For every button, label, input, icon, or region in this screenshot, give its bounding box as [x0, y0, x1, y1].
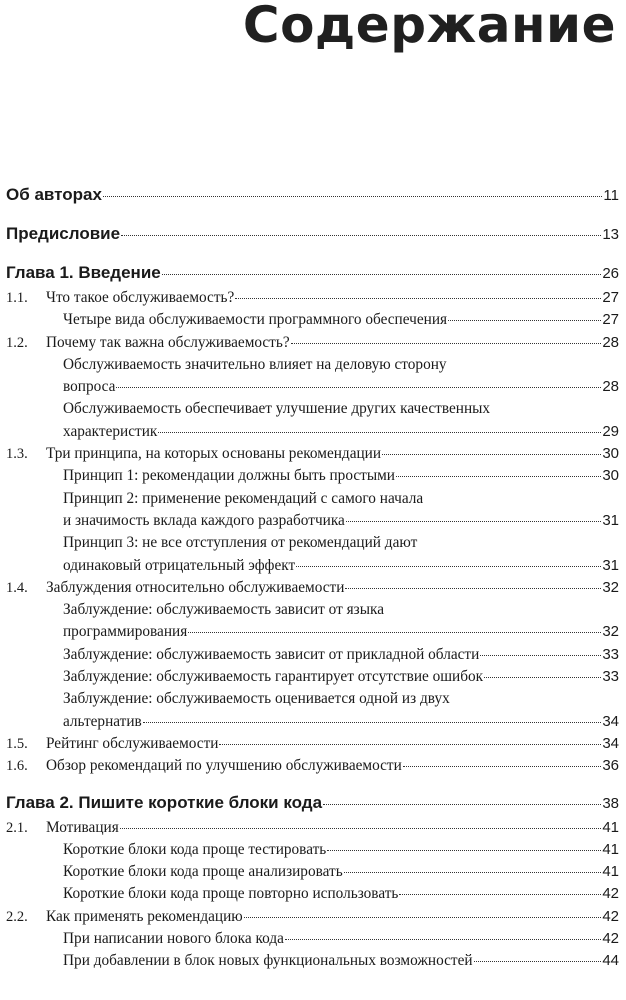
- page-number: 31: [602, 511, 619, 529]
- toc-chapter-entry: [6, 259, 619, 287]
- entry-title: Принцип 2: применение рекомендаций с самого начала: [63, 489, 424, 507]
- entry-title: Принцип 1: рекомендации должны быть простыми: [63, 467, 395, 485]
- page-number: 38: [602, 794, 619, 812]
- toc-section-entry: [6, 666, 619, 688]
- dot-leader: [296, 566, 601, 567]
- toc-chapter-entry: [6, 789, 619, 817]
- dot-leader: [158, 432, 601, 433]
- toc-section-entry: [6, 906, 619, 928]
- entry-title: Что такое обслуживаемость?: [46, 289, 235, 306]
- dot-leader: [484, 677, 601, 678]
- entry-title: Рейтинг обслуживаемости: [46, 734, 219, 752]
- toc-section-entry: [6, 599, 619, 644]
- page-number: 11: [603, 187, 619, 204]
- entry-title: альтернатив: [63, 712, 142, 730]
- page-number: 41: [602, 840, 619, 858]
- toc-section-entry: [6, 688, 619, 733]
- toc-section-entry: [6, 354, 619, 399]
- dot-leader: [327, 850, 601, 851]
- entry-title: Короткие блоки кода проще тестировать: [63, 840, 327, 858]
- page-number: 42: [602, 907, 619, 925]
- entry-title: Заблуждения относительно обслуживаемости: [46, 578, 345, 596]
- dot-leader: [103, 196, 603, 197]
- entry-title: программирования: [63, 623, 188, 641]
- toc-section-entry: [6, 839, 619, 861]
- entry-title: Обзор рекомендаций по улучшению обслуживаемости: [46, 757, 402, 775]
- toc-section-entry: [6, 332, 619, 354]
- dot-leader: [345, 588, 601, 589]
- entry-number: 1.3.: [6, 446, 28, 463]
- entry-title: характеристик: [63, 422, 158, 440]
- page-number: 42: [602, 930, 619, 948]
- toc-section-entry: [6, 861, 619, 883]
- dot-leader: [235, 298, 601, 299]
- entry-title: вопроса: [63, 378, 116, 396]
- toc-section-entry: [6, 733, 619, 755]
- dot-leader: [474, 961, 602, 962]
- page-number: 31: [602, 556, 619, 574]
- dot-leader: [396, 476, 601, 477]
- dot-leader: [399, 894, 601, 895]
- entry-title: Обслуживаемость обеспечивает улучшение других качественных: [63, 400, 491, 418]
- page-number: 41: [602, 863, 619, 881]
- page-number: 27: [602, 311, 619, 329]
- dot-leader: [219, 744, 601, 745]
- page-number: 29: [602, 422, 619, 440]
- page-number: 32: [602, 623, 619, 641]
- entry-title: Короткие блоки кода проще анализировать: [63, 863, 343, 881]
- dot-leader: [120, 828, 602, 829]
- page-number: 44: [602, 952, 619, 970]
- page-title: Содержание: [242, 0, 616, 54]
- toc-section-entry: [6, 488, 619, 533]
- toc-section-entry: [6, 287, 619, 309]
- entry-title: и значимость вклада каждого разработчика: [63, 511, 345, 529]
- toc-chapter-entry: [6, 220, 619, 248]
- dot-leader: [382, 454, 601, 455]
- page-number: 27: [602, 289, 619, 306]
- toc-section-entry: [6, 950, 619, 972]
- page-number: 13: [602, 226, 619, 243]
- dot-leader: [143, 722, 602, 723]
- dot-leader: [448, 320, 601, 321]
- entry-title: Заблуждение: обслуживаемость оценивается одной из двух: [63, 690, 450, 708]
- dot-leader: [480, 655, 601, 656]
- dot-leader: [244, 917, 602, 918]
- entry-number: 1.6.: [6, 758, 28, 775]
- toc-section-entry: [6, 928, 619, 950]
- page-number: 42: [602, 885, 619, 903]
- entry-title: При написании нового блока кода: [63, 930, 284, 948]
- toc-section-entry: [6, 465, 619, 487]
- entry-title: Три принципа, на которых основаны рекомендации: [46, 445, 382, 463]
- entry-title: одинаковый отрицательный эффект: [63, 556, 296, 574]
- entry-title: Почему так важна обслуживаемость?: [46, 333, 290, 351]
- page-number: 28: [602, 333, 619, 351]
- dot-leader: [188, 632, 601, 633]
- dot-leader: [285, 939, 601, 940]
- page-number: 26: [602, 265, 619, 282]
- entry-title: Предисловие: [6, 224, 121, 243]
- toc-section-entry: [6, 398, 619, 443]
- toc-section-entry: [6, 532, 619, 577]
- dot-leader: [346, 521, 602, 522]
- toc-section-entry: [6, 817, 619, 839]
- table-of-contents: [6, 181, 619, 973]
- entry-title: Заблуждение: обслуживаемость гарантирует отсутствие ошибок: [63, 668, 484, 686]
- page-number: 33: [602, 668, 619, 686]
- entry-title: Заблуждение: обслуживаемость зависит от прикладной области: [63, 645, 480, 663]
- toc-section-entry: [6, 309, 619, 331]
- entry-title: Четыре вида обслуживаемости программного обеспечения: [63, 311, 448, 329]
- entry-number: 2.1.: [6, 819, 28, 836]
- toc-section-entry: [6, 577, 619, 599]
- toc-section-entry: [6, 883, 619, 905]
- entry-title: При добавлении в блок новых функциональных возможностей: [63, 952, 473, 970]
- page-number: 34: [602, 734, 619, 752]
- entry-title: Заблуждение: обслуживаемость зависит от языка: [63, 601, 384, 619]
- toc-section-entry: [6, 644, 619, 666]
- page-number: 33: [602, 645, 619, 663]
- dot-leader: [121, 235, 601, 236]
- entry-number: 1.4.: [6, 579, 28, 596]
- entry-number: 1.5.: [6, 735, 28, 752]
- page-number: 36: [602, 757, 619, 775]
- entry-number: 2.2.: [6, 908, 28, 925]
- entry-title: Короткие блоки кода проще повторно использовать: [63, 885, 399, 903]
- page-number: 32: [602, 578, 619, 596]
- entry-title: Мотивация: [46, 818, 119, 836]
- entry-number: 1.2.: [6, 334, 28, 351]
- dot-leader: [344, 872, 602, 873]
- page-number: 34: [602, 712, 619, 730]
- entry-number: 1.1.: [6, 290, 28, 306]
- toc-chapter-entry: [6, 181, 619, 209]
- page-number: 30: [602, 445, 619, 463]
- entry-title: Как применять рекомендацию: [46, 907, 243, 925]
- entry-title: Глава 2. Пишите короткие блоки кода: [6, 792, 323, 812]
- dot-leader: [403, 766, 602, 767]
- entry-title: Глава 1. Введение: [6, 263, 161, 282]
- dot-leader: [291, 343, 602, 344]
- entry-title: Обслуживаемость значительно влияет на деловую сторону: [63, 355, 447, 373]
- entry-title: Об авторах: [6, 185, 102, 204]
- page-number: 30: [602, 467, 619, 485]
- page-number: 28: [602, 378, 619, 396]
- page-number: 41: [602, 818, 619, 836]
- dot-leader: [323, 804, 601, 805]
- dot-leader: [116, 387, 601, 388]
- entry-title: Принцип 3: не все отступления от рекомендаций дают: [63, 534, 418, 552]
- toc-section-entry: [6, 755, 619, 777]
- toc-section-entry: [6, 443, 619, 465]
- dot-leader: [162, 274, 602, 275]
